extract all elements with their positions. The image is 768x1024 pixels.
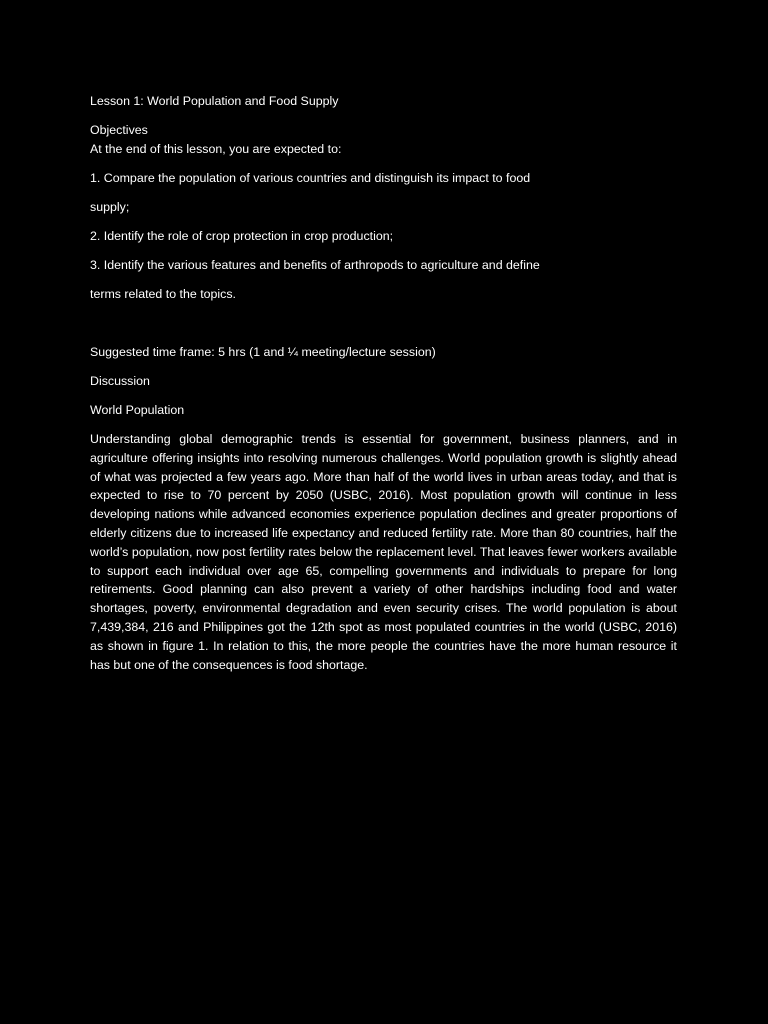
time-frame: Suggested time frame: 5 hrs (1 and ¼ meeting/lecture session) — [90, 345, 436, 359]
objective-3-line-2: terms related to the topics. — [90, 287, 237, 301]
discussion-heading: Discussion — [90, 374, 150, 388]
objectives-heading: Objectives — [90, 123, 148, 137]
lesson-title: Lesson 1: World Population and Food Supply — [90, 94, 339, 108]
objective-1-line-1: 1. Compare the population of various countries and distinguish its impact to food — [90, 171, 531, 185]
document-page — [90, 92, 677, 674]
objectives-intro: At the end of this lesson, you are expected to: — [90, 142, 342, 156]
section-heading: World Population — [90, 403, 185, 417]
objective-1-line-2: supply; — [90, 200, 130, 214]
objective-3-line-1: 3. Identify the various features and benefits of arthropods to agriculture and define — [90, 258, 540, 272]
body-paragraph: Understanding global demographic trends is essential for government, business planners, and in agriculture offering insights into resolving numerous challenges. World population growth is slightly ahead of what was projected a few years ago. More than half of the world lives in urban areas today, and that is expected to rise to 70 percent by 2050 (USBC, 2016). Most population growth will continue in less developing nations while advanced economies experience population declines and greater proportions of elderly citizens due to increased life expectancy and reduced fertility rate. More than 80 countries, half the world’s population, now post fertility rates below the replacement level. That leaves fewer workers available to support each individual over age 65, compelling governments and individuals to prepare for long retirements. Good planning can also prevent a variety of other hardships including food and water shortages, poverty, environmental degradation and even security crises. The world population is about 7,439,384, 216 and Philippines got the 12th spot as most populated countries in the world (USBC, 2016) as shown in figure 1. In relation to this, the more people the countries have the more human resource it has but one of the consequences is food shortage. — [90, 432, 677, 672]
objective-2: 2. Identify the role of crop protection in crop production; — [90, 229, 394, 243]
